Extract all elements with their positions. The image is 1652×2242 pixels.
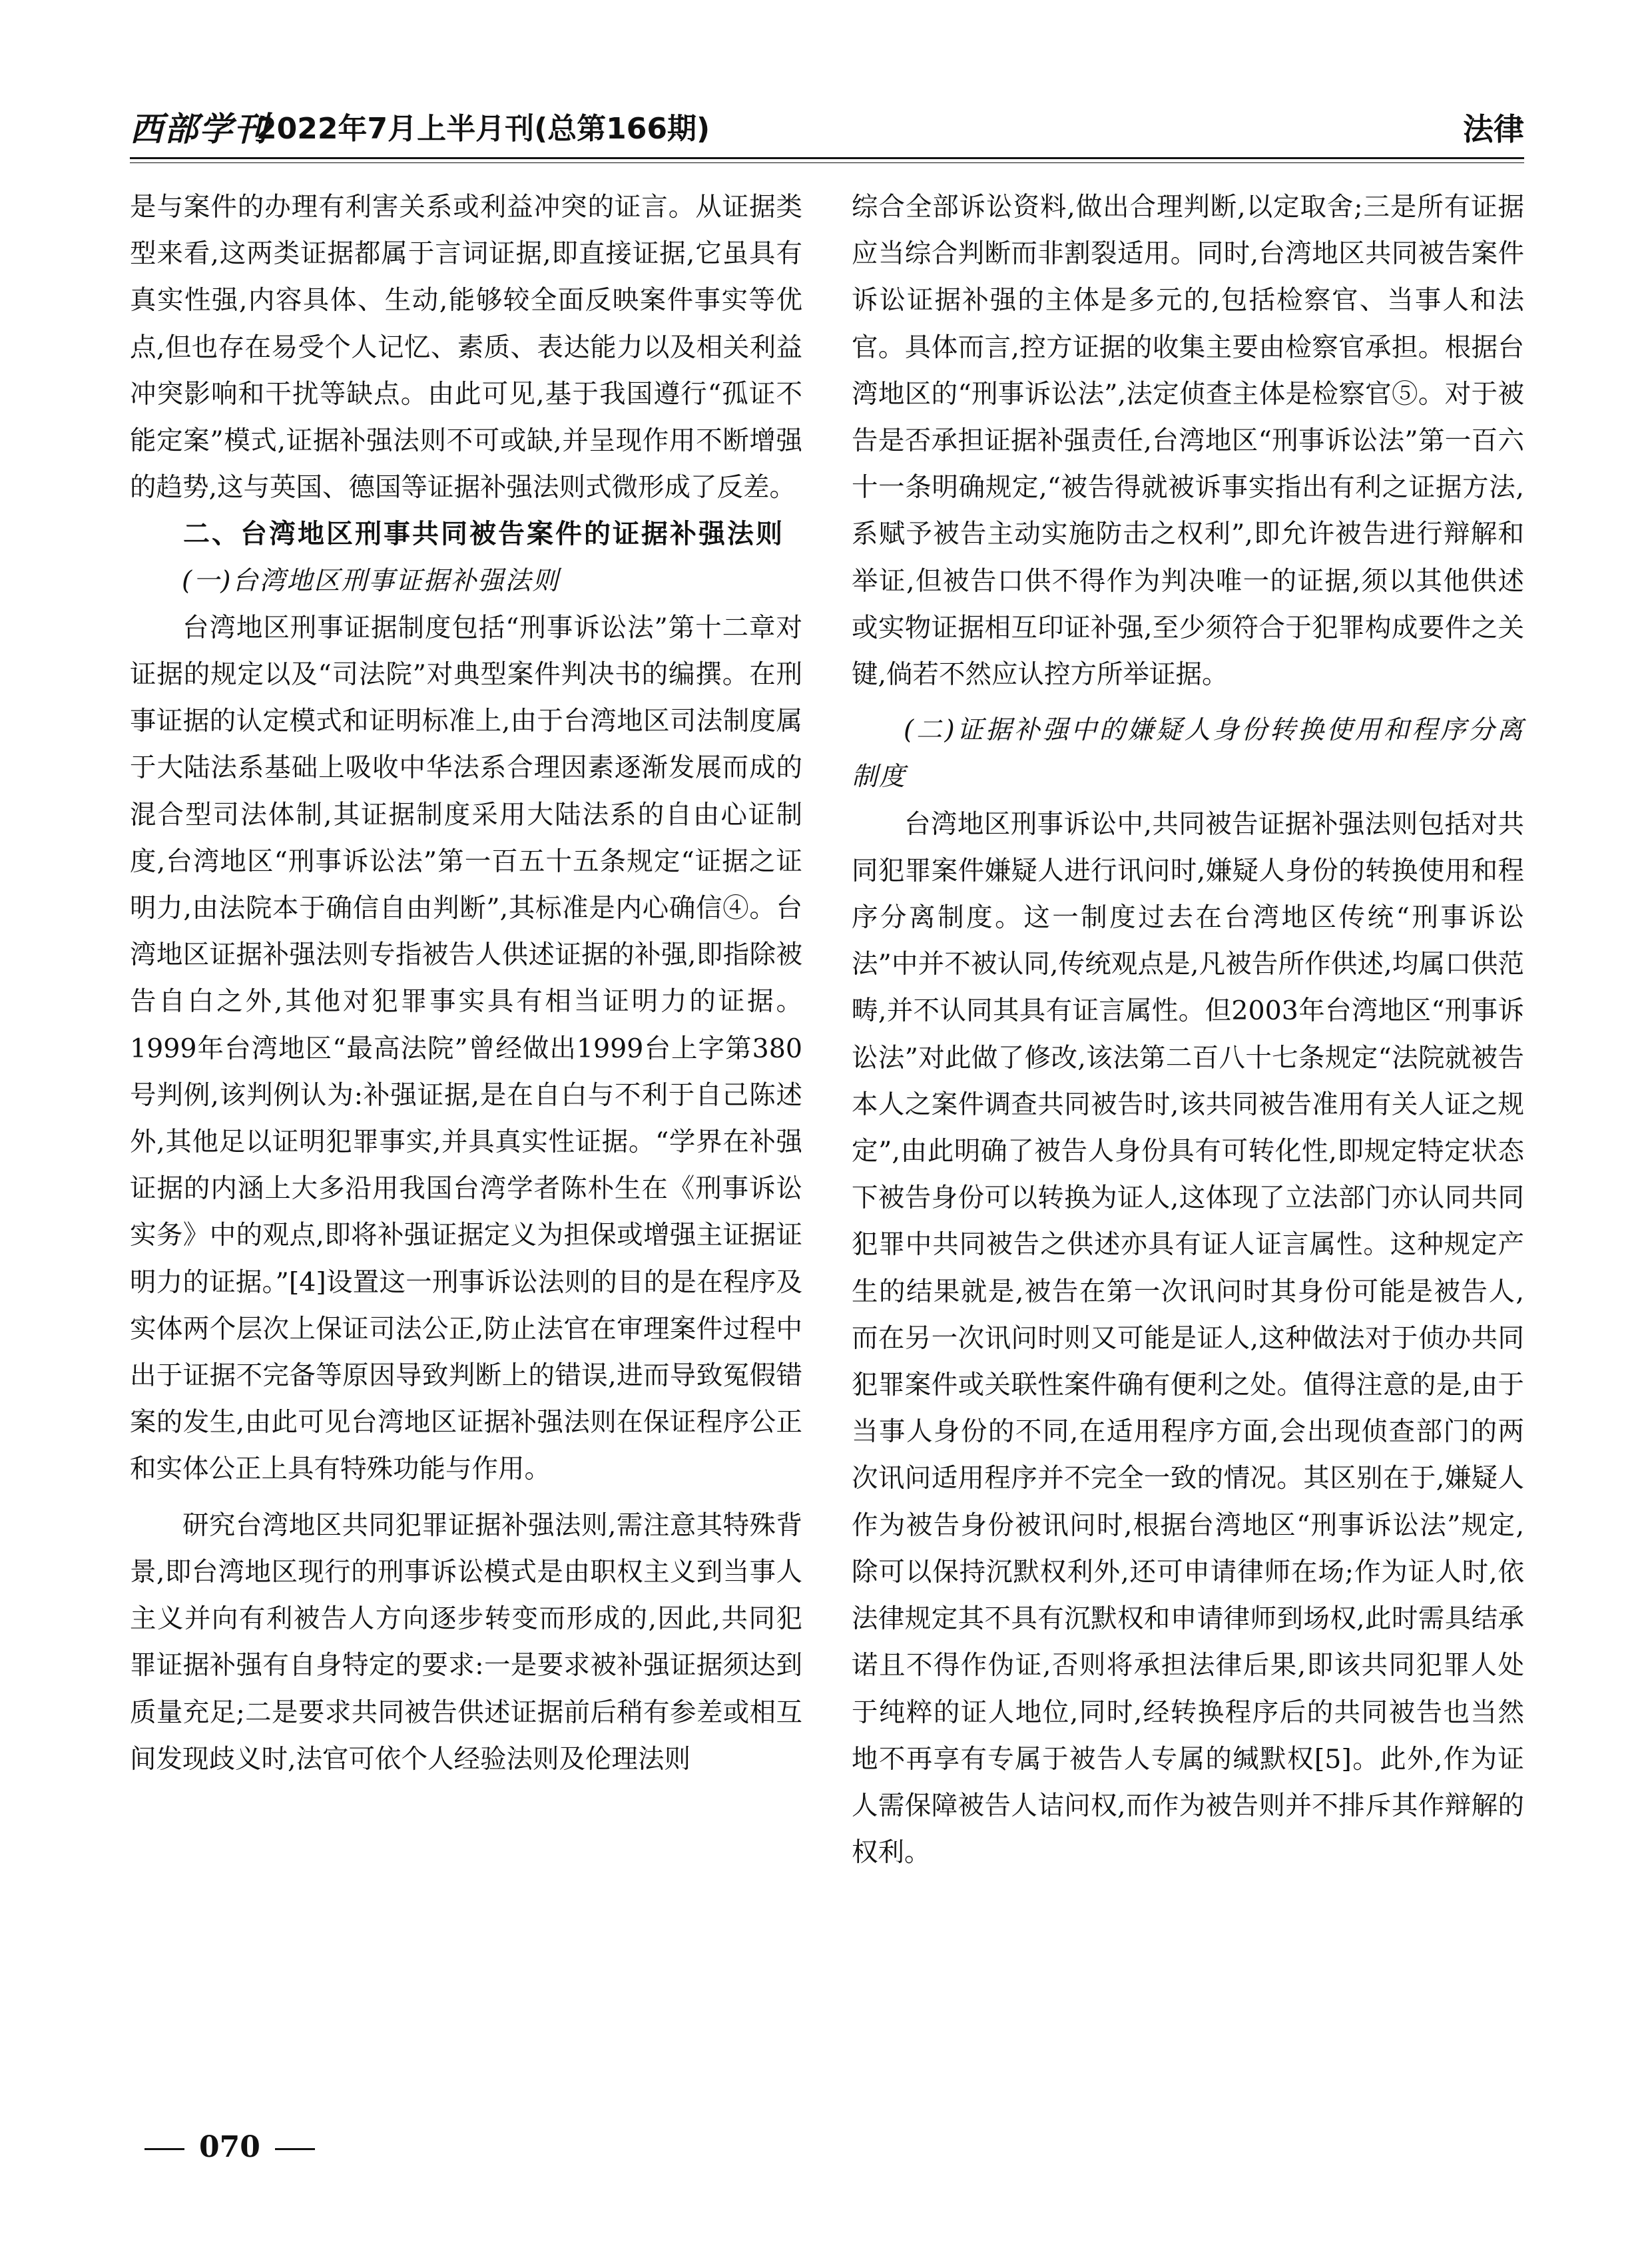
paragraph: 台湾地区刑事证据制度包括“刑事诉讼法”第十二章对证据的规定以及“司法院”对典型案件判决书的编撰。在刑事证据的认定模式和证明标准上,由于台湾地区司法制度属于大陆法系基础上吸收中华法系合理因素逐渐发展而成的混合型司法体制,其证据制度采用大陆法系的自由心证制度,台湾地区“刑事诉讼法”第一百五十五条规定“证据之证明力,由法院本于确信自由判断”,其标准是内心确信④。台湾地区证据补强法则专指被告人供述证据的补强,即指除被告自白之外,其他对犯罪事实具有相当证明力的证据。1999年台湾地区“最高法院”曾经做出1999台上字第380号判例,该判例认为:补强证据,是在自白与不利于自己陈述外,其他足以证明犯罪事实,并具真实性证据。“学界在补强证据的内涵上大多沿用我国台湾学者陈朴生在《刑事诉讼实务》中的观点,即将补强证据定义为担保或增强主证据证明力的证据。”[4]设置这一刑事诉讼法则的目的是在程序及实体两个层次上保证司法公正,防止法官在审理案件过程中出于证据不完备等原因导致判断上的错误,进而导致冤假错案的发生,由此可见台湾地区证据补强法则在保证程序公正和实体公正上具有特殊功能与作用。: [130, 612, 802, 1485]
right-column: [852, 184, 1524, 1876]
footer-dash-left: [144, 2148, 184, 2150]
paragraph: 台湾地区刑事诉讼中,共同被告证据补强法则包括对共同犯罪案件嫌疑人进行讯问时,嫌疑人身份的转换使用和程序分离制度。这一制度过去在台湾地区传统“刑事诉讼法”中并不被认同,传统观点是,凡被告所作供述,均属口供范畴,并不认同其具有证言属性。但2003年台湾地区“刑事诉讼法”对此做了修改,该法第二百八十七条规定“法院就被告本人之案件调查共同被告时,该共同被告准用有关人证之规定”,由此明确了被告人身份具有可转化性,即规定特定状态下被告身份可以转换为证人,这体现了立法部门亦认同共同犯罪中共同被告之供述亦具有证人证言属性。这种规定产生的结果就是,被告在第一次讯问时其身份可能是被告人,而在另一次讯问时则又可能是证人,这种做法对于侦办共同犯罪案件或关联性案件确有便利之处。值得注意的是,由于当事人身份的不同,在适用程序方面,会出现侦查部门的两次讯问适用程序并不完全一致的情况。其区别在于,嫌疑人作为被告身份被讯问时,根据台湾地区“刑事诉讼法”规定,除可以保持沉默权利外,还可申请律师在场;作为证人时,依法律规定其不具有沉默权和申请律师到场权,此时需具结承诺且不得作伪证,否则将承担法律后果,即该共同犯罪人处于纯粹的证人地位,同时,经转换程序后的共同被告也当然地不再享有专属于被告人专属的缄默权[5]。此外,作为证人需保障被告人诘问权,而作为被告则并不排斥其作辩解的权利。: [852, 808, 1524, 1868]
issue-info: 2022年7月上半月刊(总第166期): [256, 112, 710, 146]
section-heading: 二、台湾地区刑事共同被告案件的证据补强法则: [183, 519, 784, 550]
page-footer: [130, 2127, 330, 2167]
section-label: 法律: [1463, 111, 1524, 147]
paragraph: 是与案件的办理有利害关系或利益冲突的证言。从证据类型来看,这两类证据都属于言词证据,即直接证据,它虽具有真实性强,内容具体、生动,能够较全面反映案件事实等优点,但也存在易受个人记忆、素质、表达能力以及相关利益冲突影响和干扰等缺点。由此可见,基于我国遵行“孤证不能定案”模式,证据补强法则不可或缺,并呈现作用不断增强的趋势,这与英国、德国等证据补强法则式微形成了反差。: [130, 192, 802, 503]
paragraph: 综合全部诉讼资料,做出合理判断,以定取舍;三是所有证据应当综合判断而非割裂适用。同时,台湾地区共同被告案件诉讼证据补强的主体是多元的,包括检察官、当事人和法官。具体而言,控方证据的收集主要由检察官承担。根据台湾地区的“刑事诉讼法”,法定侦查主体是检察官⑤。对于被告是否承担证据补强责任,台湾地区“刑事诉讼法”第一百六十一条明确规定,“被告得就被诉事实指出有利之证据方法,系赋予被告主动实施防击之权利”,即允许被告进行辩解和举证,但被告口供不得作为判决唯一的证据,须以其他供述或实物证据相互印证补强,至少须符合于犯罪构成要件之关键,倘若不然应认控方所举证据。: [852, 192, 1524, 691]
left-column: [130, 184, 802, 1783]
journal-logo: 西部学刊: [130, 109, 268, 148]
paragraph: 研究台湾地区共同犯罪证据补强法则,需注意其特殊背景,即台湾地区现行的刑事诉讼模式是由职权主义到当事人主义并向有利被告人方向逐步转变而形成的,因此,共同犯罪证据补强有自身特定的要求:一是要求被补强证据须达到质量充足;二是要求共同被告供述证据前后稍有参差或相互间发现歧义时,法官可依个人经验法则及伦理法则: [130, 1510, 802, 1775]
subsection-heading: (二)证据补强中的嫌疑人身份转换使用和程序分离制度: [852, 715, 1524, 792]
subsection-heading: (一)台湾地区刑事证据补强法则: [182, 565, 560, 596]
footer-dash-right: [275, 2148, 315, 2150]
header-rule: [130, 157, 1524, 163]
page-number: 070: [199, 2130, 260, 2164]
page-header: [130, 107, 1524, 153]
